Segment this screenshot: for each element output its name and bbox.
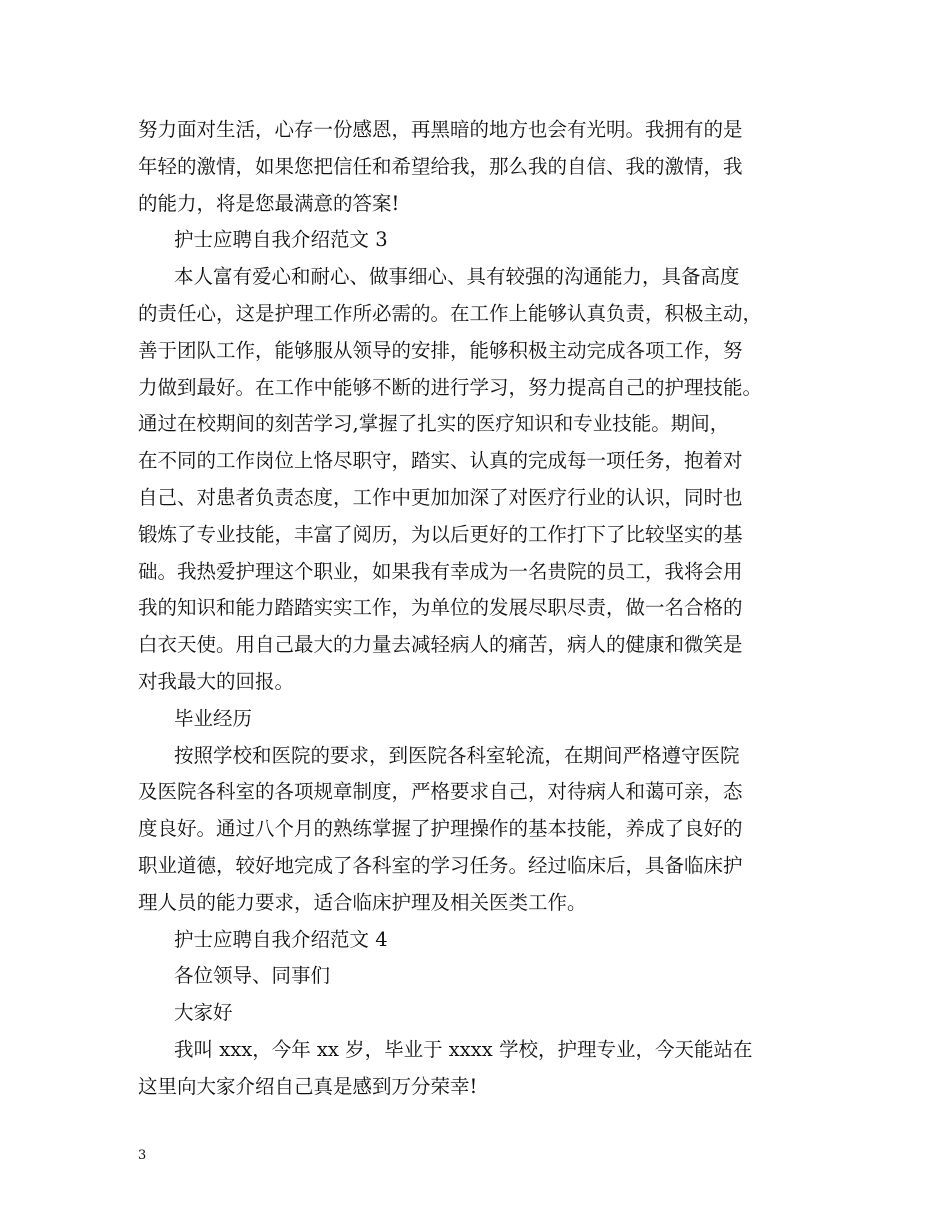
- text-line: 职业道德，较好地完成了各科室的学习任务。经过临床后，具备临床护: [138, 853, 743, 877]
- text-line: 础。我热爱护理这个职业，如果我有幸成为一名贵院的员工，我将会用: [138, 559, 743, 583]
- text-line: 的责任心，这是护理工作所必需的。在工作上能够认真负责，积极主动，: [138, 301, 763, 325]
- text-line: 护士应聘自我介绍范文 3: [174, 228, 388, 252]
- text-line: 力做到最好。在工作中能够不断的进行学习，努力提高自己的护理技能。: [138, 375, 763, 399]
- text-line: 按照学校和医院的要求，到医院各科室轮流，在期间严格遵守医院: [174, 743, 740, 767]
- text-line: 毕业经历: [174, 706, 253, 730]
- text-line: 锻炼了专业技能，丰富了阅历，为以后更好的工作打下了比较坚实的基: [138, 522, 743, 546]
- text-line: 在不同的工作岗位上恪尽职守，踏实、认真的完成每一项任务，抱着对: [138, 449, 743, 473]
- text-line: 度良好。通过八个月的熟练掌握了护理操作的基本技能，养成了良好的: [138, 817, 743, 841]
- text-line: 对我最大的回报。: [138, 669, 295, 693]
- text-line: 理人员的能力要求，适合临床护理及相关医类工作。: [138, 890, 587, 914]
- text-line: 护士应聘自我介绍范文 4: [174, 927, 388, 951]
- text-line: 自己、对患者负责态度，工作中更加加深了对医疗行业的认识，同时也: [138, 485, 743, 509]
- document-body: [138, 112, 814, 1106]
- text-line: 我的知识和能力踏踏实实工作，为单位的发展尽职尽责，做一名合格的: [138, 596, 743, 620]
- text-line: 善于团队工作，能够服从领导的安排，能够积极主动完成各项工作，努: [138, 338, 743, 362]
- text-line: 各位领导、同事们: [174, 964, 331, 988]
- text-line: 本人富有爱心和耐心、做事细心、具有较强的沟通能力，具备高度: [174, 265, 740, 289]
- text-line: 年轻的激情，如果您把信任和希望给我，那么我的自信、我的激情，我: [138, 154, 743, 178]
- page-number: 3: [138, 1148, 147, 1163]
- text-line: 的能力，将是您最满意的答案!: [138, 191, 400, 215]
- text-line: 通过在校期间的刻苦学习,掌握了扎实的医疗知识和专业技能。期间，: [138, 412, 730, 436]
- text-line: 这里向大家介绍自己真是感到万分荣幸!: [138, 1074, 478, 1098]
- text-line: 大家好: [174, 1001, 233, 1025]
- text-line: 努力面对生活，心存一份感恩，再黑暗的地方也会有光明。我拥有的是: [138, 118, 743, 141]
- text-line: 白衣天使。用自己最大的力量去减轻病人的痛苦，病人的健康和微笑是: [138, 633, 743, 657]
- text-line: 及医院各科室的各项规章制度，严格要求自己，对待病人和蔼可亲，态: [138, 780, 743, 804]
- text-line: 我叫 xxx，今年 xx 岁，毕业于 xxxx 学校，护理专业，今天能站在: [174, 1037, 753, 1061]
